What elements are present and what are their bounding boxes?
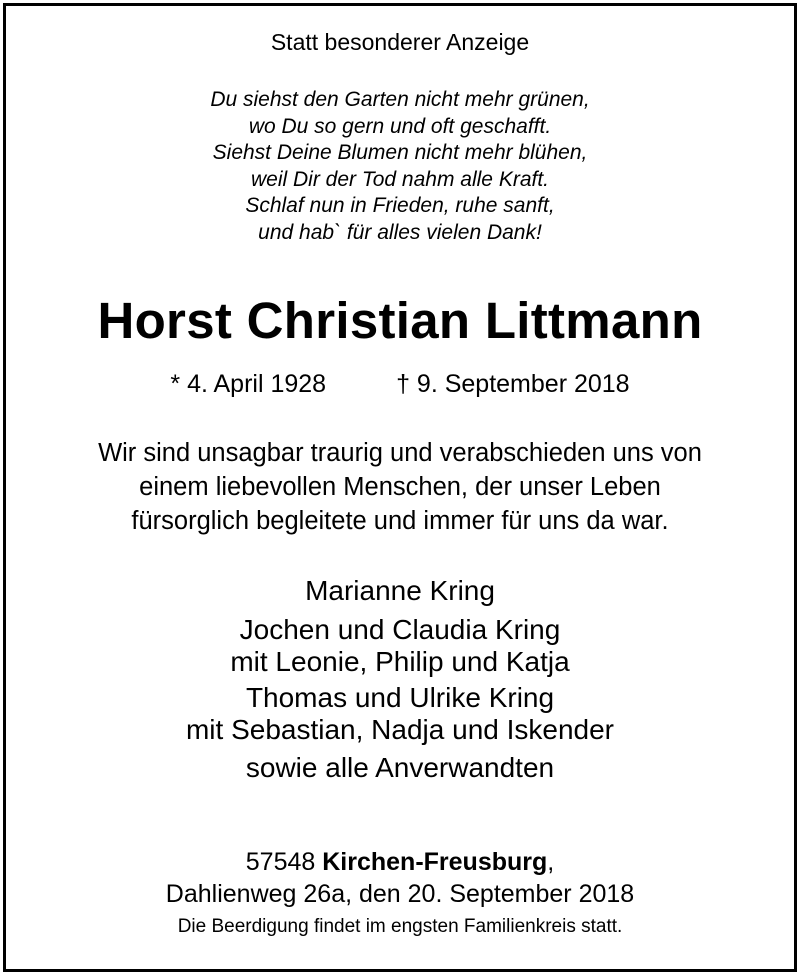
birth-date: * 4. April 1928 [170,370,327,398]
mourner: Thomas und Ulrike Kring [245,682,555,713]
town-suffix: , [547,848,555,876]
poem-line: weil Dir der Tod nahm alle Kraft. [250,167,550,191]
deceased-name: Horst Christian Littmann [97,292,703,349]
farewell-line: Wir sind unsagbar traurig und verabschieden uns von [98,439,702,467]
farewell-line: fürsorglich begleitete und immer für uns da war. [131,507,669,535]
poem [0,87,800,246]
address-town-line [0,846,800,878]
mourner: Marianne Kring [305,575,495,606]
poem-line: Du siehst den Garten nicht mehr grünen, [210,88,590,111]
mourners-list [0,573,800,785]
death-date: † 9. September 2018 [396,370,630,398]
funeral-note: Die Beerdigung findet im engsten Familienkreis statt. [177,916,623,937]
mourner: mit Sebastian, Nadja und Iskender [185,714,615,745]
notice-header: Statt besonderer Anzeige [270,29,530,55]
poem-line: und hab` für alles vielen Dank! [258,220,542,244]
address-street-date: Dahlienweg 26a, den 20. September 2018 [165,880,635,908]
address [0,846,800,910]
town-name: Kirchen-Freusburg [322,848,548,876]
farewell-line: einem liebevollen Menschen, der unser Leben [139,473,661,501]
farewell-text [0,436,800,538]
postal-code: 57548 [245,848,316,876]
mourner: mit Leonie, Philip und Katja [230,646,570,677]
poem-line: wo Du so gern und oft geschafft. [248,114,552,138]
poem-line: Schlaf nun in Frieden, ruhe sanft, [245,194,555,217]
poem-line: Siehst Deine Blumen nicht mehr blühen, [212,141,588,164]
mourner: Jochen und Claudia Kring [239,614,561,645]
life-dates [0,368,800,400]
mourner: sowie alle Anverwandten [245,752,555,783]
